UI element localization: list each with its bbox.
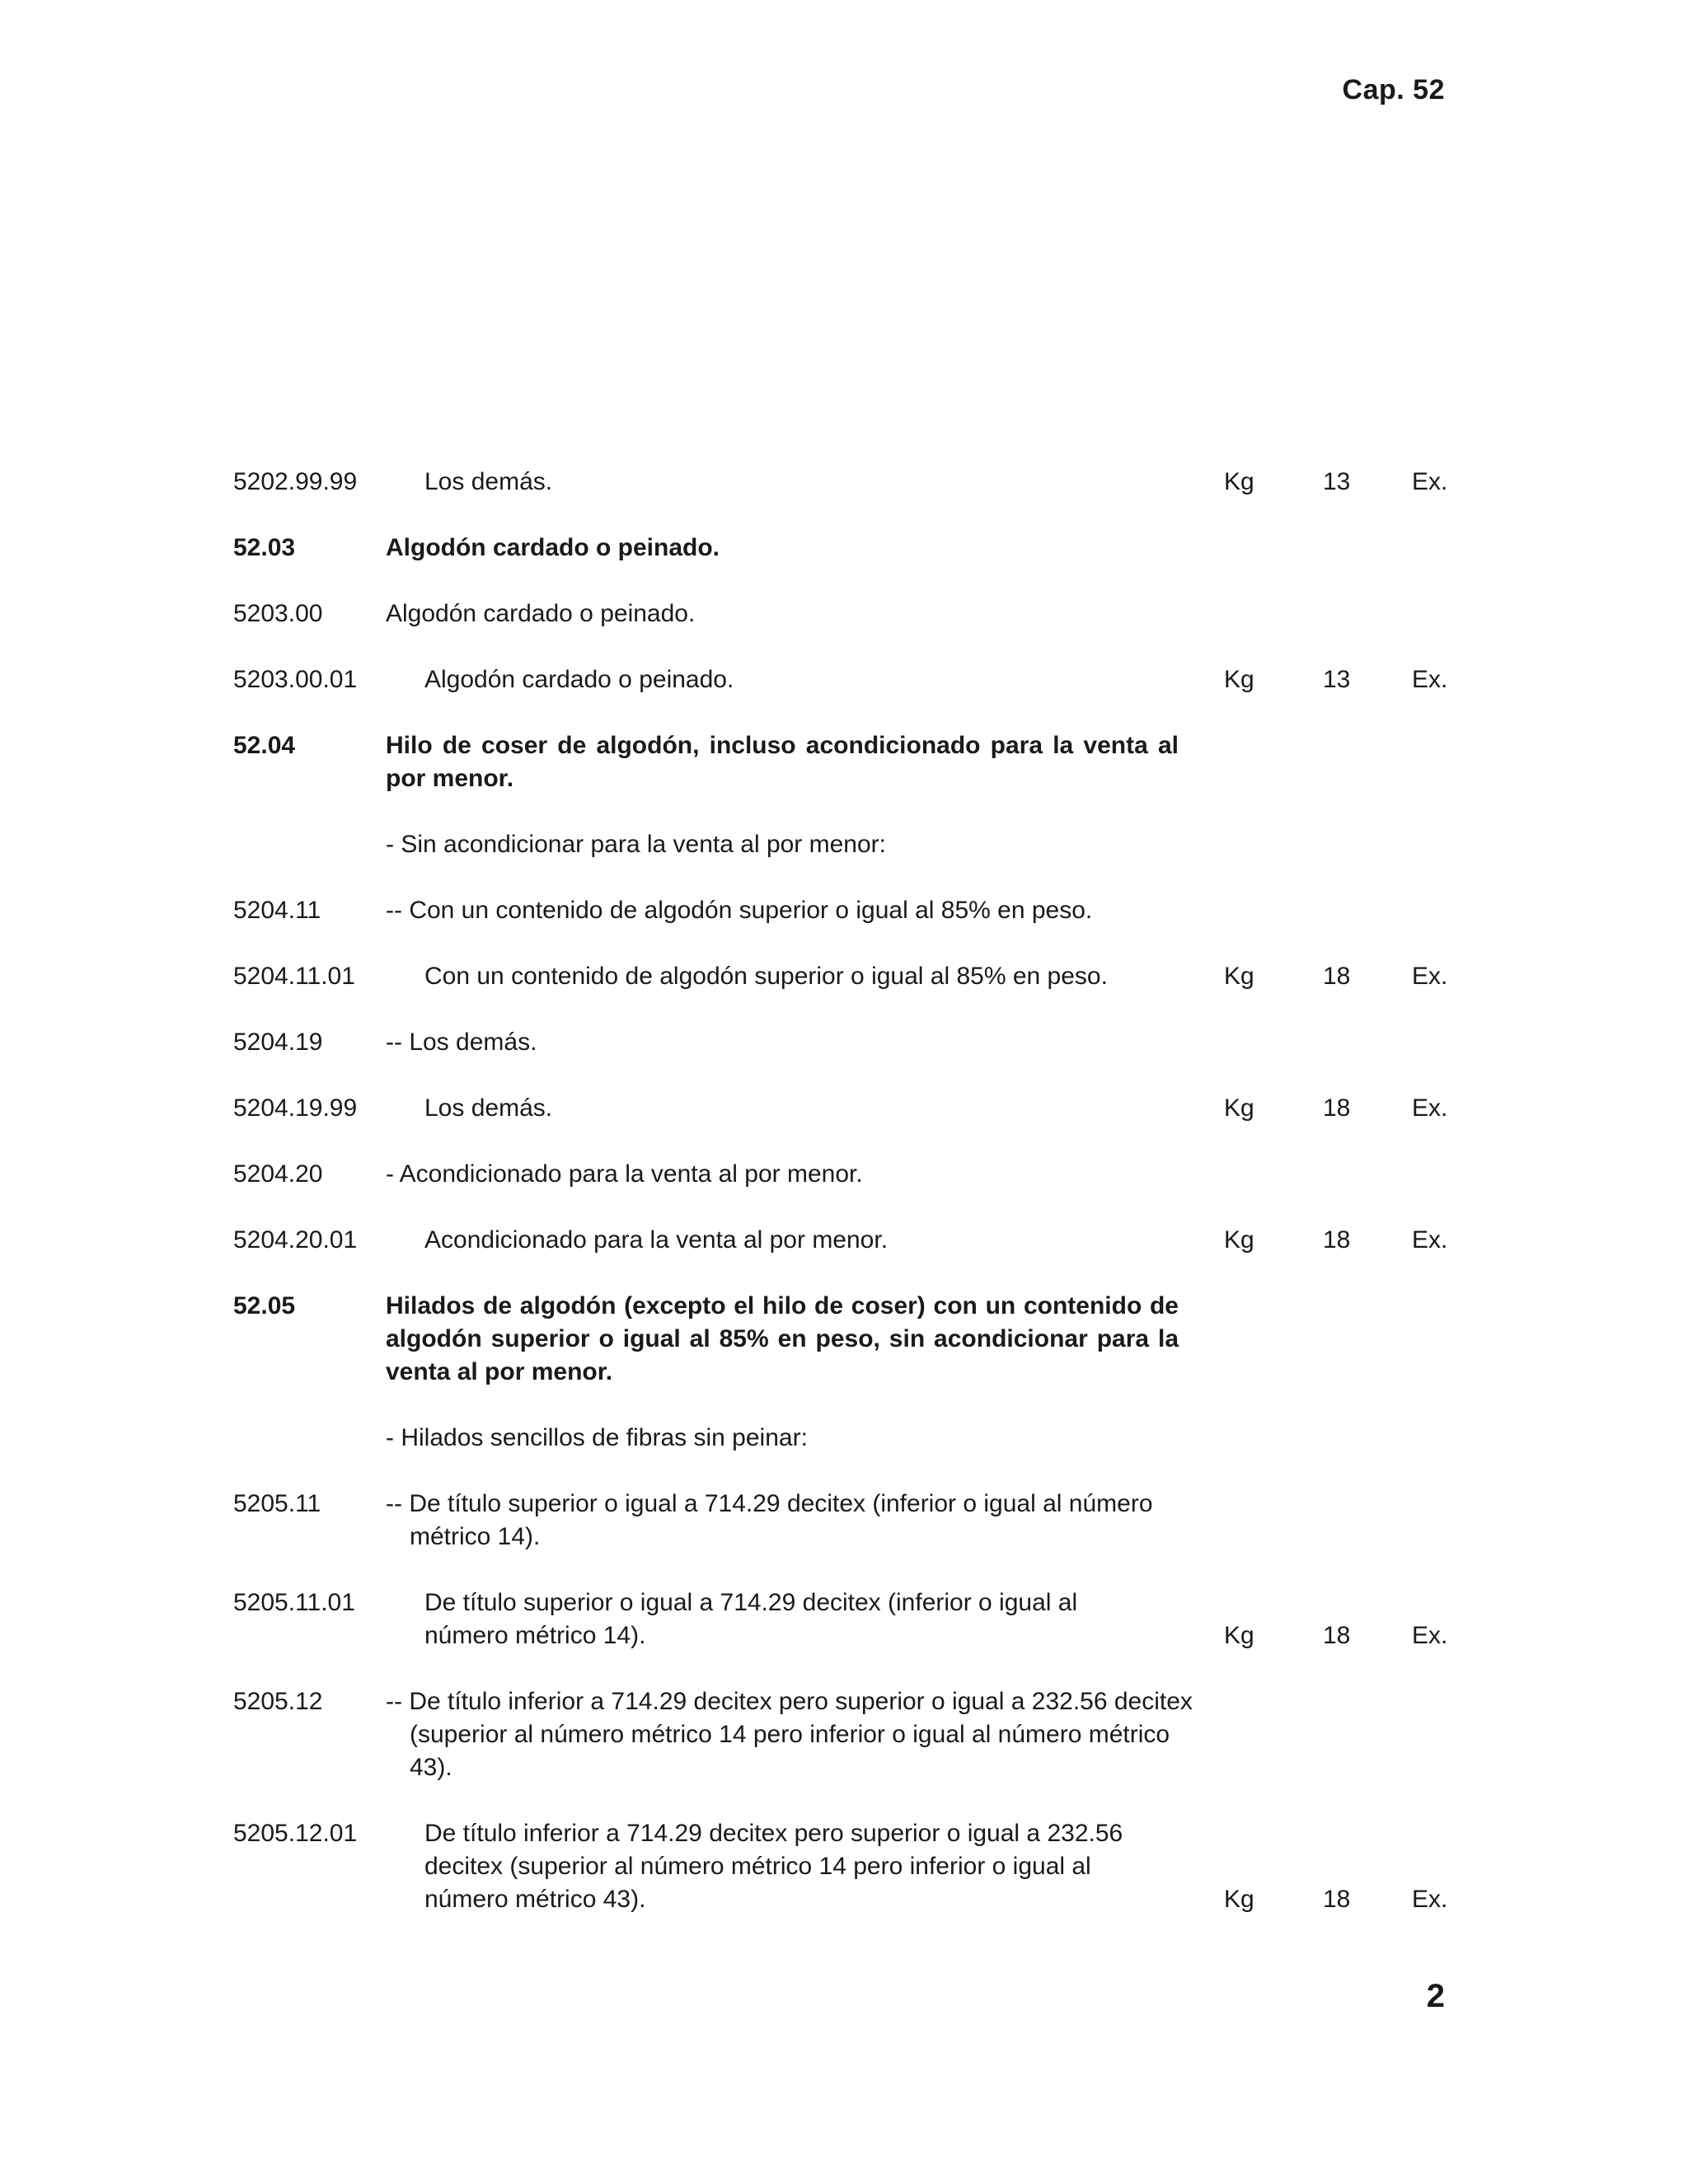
tariff-code: 5204.11.01: [233, 963, 355, 990]
tariff-ex: Ex.: [1412, 468, 1448, 495]
tariff-unit: Kg: [1224, 666, 1254, 693]
tariff-description: Los demás.: [424, 468, 553, 495]
chapter-header: Cap. 52: [1342, 74, 1445, 105]
subheading-description: -- De título superior o igual a 714.29 decitex (inferior o igual al número métrico 14).: [386, 1490, 1153, 1550]
subheading-description: -- Con un contenido de algodón superior o igual al 85% en peso.: [386, 897, 1093, 924]
tariff-ex: Ex.: [1412, 1226, 1448, 1254]
tariff-code: 5204.20.01: [233, 1226, 358, 1254]
tariff-rate: 18: [1323, 963, 1351, 990]
subheading-code: 5205.12: [233, 1688, 323, 1715]
tariff-rate: 13: [1323, 468, 1351, 495]
subheading-description: Algodón cardado o peinado.: [386, 600, 696, 627]
subheading-code: 5204.20: [233, 1160, 323, 1188]
tariff-rate: 18: [1323, 1226, 1351, 1254]
tariff-subheading-row: [0, 1026, 1688, 1059]
tariff-group-row: [0, 1422, 1688, 1455]
tariff-heading-row: [0, 729, 1688, 795]
tariff-code: 5203.00.01: [233, 666, 358, 693]
tariff-description: De título inferior a 714.29 decitex pero superior o igual a 232.56 decitex (superior al número métrico 14 pero inferior o igual al número métrico 43).: [424, 1820, 1123, 1913]
tariff-description: Con un contenido de algodón superior o igual al 85% en peso.: [424, 963, 1108, 990]
tariff-row: [0, 466, 1688, 499]
tariff-rate: 18: [1323, 1094, 1351, 1122]
heading-description: Hilo de coser de algodón, incluso acondicionado para la venta al por menor.: [386, 732, 1179, 792]
tariff-rate: 13: [1323, 666, 1351, 693]
tariff-code: 5205.11.01: [233, 1589, 355, 1616]
tariff-row: [0, 663, 1688, 696]
tariff-row: [0, 1224, 1688, 1257]
tariff-description: Algodón cardado o peinado.: [424, 666, 734, 693]
tariff-subheading-row: [0, 598, 1688, 630]
tariff-unit: Kg: [1224, 1226, 1254, 1254]
tariff-ex: Ex.: [1412, 666, 1448, 693]
tariff-row: [0, 1092, 1688, 1125]
tariff-code: 5205.12.01: [233, 1820, 358, 1847]
subheading-code: 5203.00: [233, 600, 323, 627]
page-number: 2: [1426, 1978, 1445, 2014]
tariff-heading-row: [0, 1290, 1688, 1389]
subheading-code: 5204.19: [233, 1029, 323, 1056]
subheading-description: -- Los demás.: [386, 1029, 537, 1056]
tariff-subheading-row: [0, 1158, 1688, 1191]
group-description: - Hilados sencillos de fibras sin peinar:: [386, 1424, 808, 1451]
subheading-code: 5205.11: [233, 1490, 321, 1517]
tariff-unit: Kg: [1224, 963, 1254, 990]
heading-code: 52.03: [233, 534, 296, 561]
tariff-description: De título superior o igual a 714.29 decitex (inferior o igual al número métrico 14).: [424, 1589, 1078, 1649]
tariff-subheading-row: [0, 1488, 1688, 1554]
tariff-description: Acondicionado para la venta al por menor.: [424, 1226, 889, 1254]
tariff-code: 5202.99.99: [233, 468, 358, 495]
tariff-unit: Kg: [1224, 1886, 1254, 1913]
tariff-ex: Ex.: [1412, 1886, 1448, 1913]
tariff-unit: Kg: [1224, 1094, 1254, 1122]
subheading-code: 5204.11: [233, 897, 321, 924]
tariff-row: [0, 960, 1688, 993]
tariff-unit: Kg: [1224, 1622, 1254, 1649]
tariff-group-row: [0, 828, 1688, 861]
tariff-rate: 18: [1323, 1622, 1351, 1649]
subheading-description: - Acondicionado para la venta al por menor.: [386, 1160, 863, 1188]
tariff-table: [0, 466, 1688, 1949]
tariff-subheading-row: [0, 1685, 1688, 1784]
tariff-ex: Ex.: [1412, 963, 1448, 990]
tariff-code: 5204.19.99: [233, 1094, 358, 1122]
tariff-unit: Kg: [1224, 468, 1254, 495]
tariff-ex: Ex.: [1412, 1622, 1448, 1649]
heading-code: 52.05: [233, 1292, 296, 1319]
tariff-heading-row: [0, 532, 1688, 565]
group-description: - Sin acondicionar para la venta al por menor:: [386, 831, 887, 858]
tariff-subheading-row: [0, 894, 1688, 927]
heading-description: Hilados de algodón (excepto el hilo de coser) con un contenido de algodón superior o igual al 85% en peso, sin acondicionar para la venta al por menor.: [386, 1292, 1179, 1385]
tariff-row: [0, 1586, 1688, 1652]
tariff-description: Los demás.: [424, 1094, 553, 1122]
subheading-description: -- De título inferior a 714.29 decitex pero superior o igual a 232.56 decitex (superior al número métrico 14 pero inferior o igual al número métrico 43).: [386, 1688, 1193, 1781]
heading-description: Algodón cardado o peinado.: [386, 534, 720, 561]
tariff-rate: 18: [1323, 1886, 1351, 1913]
heading-code: 52.04: [233, 732, 296, 759]
tariff-ex: Ex.: [1412, 1094, 1448, 1122]
tariff-row: [0, 1817, 1688, 1916]
